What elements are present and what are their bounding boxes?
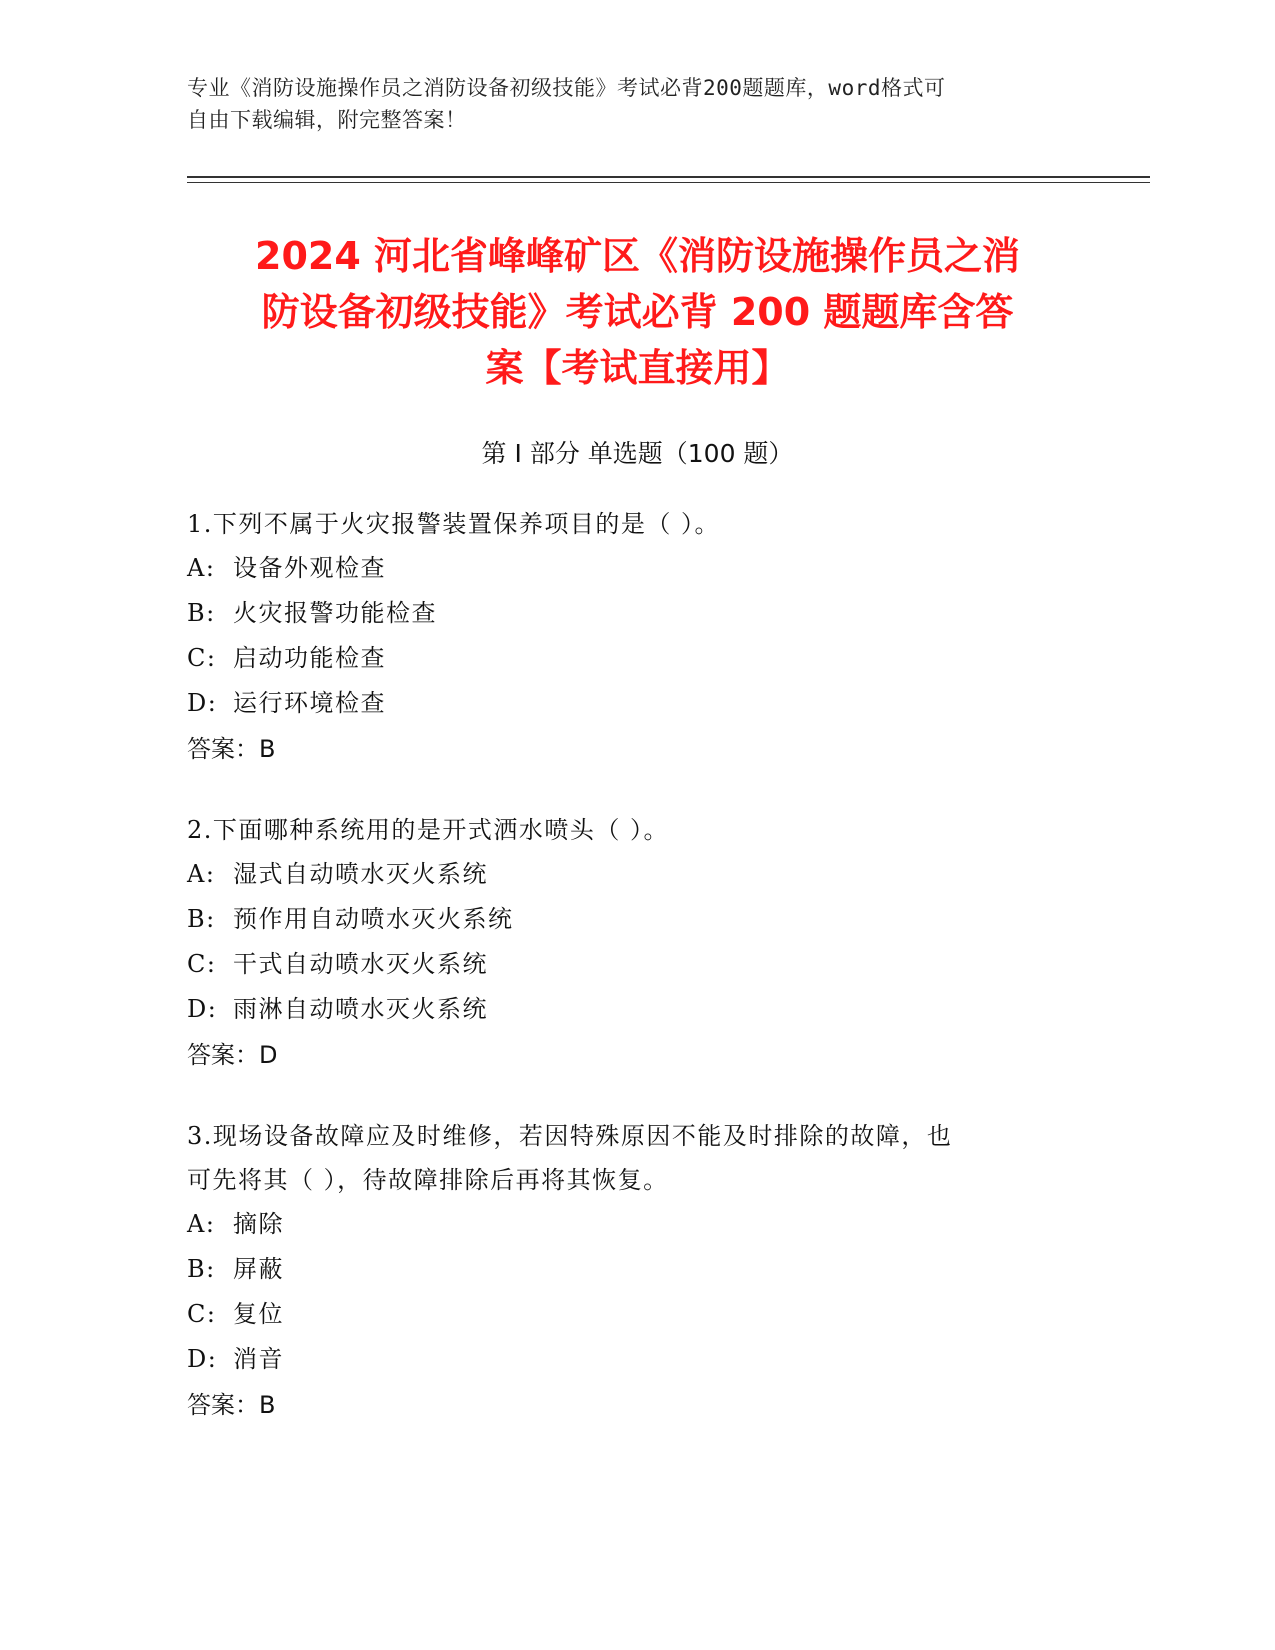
question-stem bbox=[187, 1114, 1087, 1202]
option-d bbox=[187, 681, 1087, 726]
document-title bbox=[160, 228, 1115, 396]
answer-line: 答案：D bbox=[187, 1041, 278, 1069]
option-letter: C: bbox=[187, 644, 217, 672]
option-c bbox=[187, 1292, 1087, 1337]
option-letter: B: bbox=[187, 1255, 216, 1283]
question-1 bbox=[187, 502, 1087, 772]
option-a bbox=[187, 546, 1087, 591]
question-stem bbox=[187, 502, 1087, 546]
option-letter: C: bbox=[187, 950, 217, 978]
option-a bbox=[187, 852, 1087, 897]
question-stem-line: 1.下列不属于火灾报警装置保养项目的是（ ）。 bbox=[187, 510, 721, 538]
option-letter: B: bbox=[187, 599, 216, 627]
option-a bbox=[187, 1202, 1087, 1247]
option-text: 消音 bbox=[233, 1345, 284, 1373]
option-text: 湿式自动喷水灭火系统 bbox=[233, 860, 488, 888]
option-b bbox=[187, 591, 1087, 636]
option-text: 屏蔽 bbox=[233, 1255, 284, 1283]
title-line: 案【考试直接用】 bbox=[485, 346, 790, 390]
option-text: 设备外观检查 bbox=[233, 554, 386, 582]
option-b bbox=[187, 897, 1087, 942]
title-line: 防设备初级技能》考试必背 200 题题库含答 bbox=[261, 290, 1014, 334]
option-text: 摘除 bbox=[233, 1210, 284, 1238]
question-stem-line: 3.现场设备故障应及时维修，若因特殊原因不能及时排除的故障，也 bbox=[187, 1122, 953, 1150]
option-d bbox=[187, 1337, 1087, 1382]
header-divider-thin bbox=[187, 182, 1150, 183]
option-c bbox=[187, 636, 1087, 681]
option-letter: D: bbox=[187, 995, 218, 1023]
section-heading: 第 I 部分 单选题（100 题） bbox=[481, 439, 794, 468]
answer-line: 答案：B bbox=[187, 735, 276, 763]
question-stem bbox=[187, 808, 1087, 852]
option-text: 复位 bbox=[233, 1300, 284, 1328]
option-letter: D: bbox=[187, 689, 218, 717]
title-line: 2024 河北省峰峰矿区《消防设施操作员之消 bbox=[255, 234, 1020, 278]
option-letter: C: bbox=[187, 1300, 217, 1328]
option-text: 启动功能检查 bbox=[233, 644, 386, 672]
question-stem-line: 可先将其（ ），待故障排除后再将其恢复。 bbox=[187, 1166, 669, 1194]
option-text: 火灾报警功能检查 bbox=[233, 599, 437, 627]
option-letter: A: bbox=[187, 554, 216, 582]
option-c bbox=[187, 942, 1087, 987]
option-text: 运行环境检查 bbox=[233, 689, 386, 717]
answer-line: 答案：B bbox=[187, 1391, 276, 1419]
header-note bbox=[187, 72, 1067, 136]
option-d bbox=[187, 987, 1087, 1032]
option-text: 干式自动喷水灭火系统 bbox=[233, 950, 488, 978]
header-note-line: 自由下载编辑，附完整答案！ bbox=[187, 108, 467, 132]
option-letter: D: bbox=[187, 1345, 218, 1373]
question-stem-line: 2.下面哪种系统用的是开式洒水喷头（ ）。 bbox=[187, 816, 670, 844]
option-text: 预作用自动喷水灭火系统 bbox=[233, 905, 514, 933]
header-note-line: 专业《消防设施操作员之消防设备初级技能》考试必背200题题库，word格式可 bbox=[187, 76, 946, 100]
header-divider-thick bbox=[187, 176, 1150, 178]
option-text: 雨淋自动喷水灭火系统 bbox=[233, 995, 488, 1023]
option-letter: A: bbox=[187, 860, 216, 888]
question-3 bbox=[187, 1114, 1087, 1428]
option-letter: B: bbox=[187, 905, 216, 933]
question-2 bbox=[187, 808, 1087, 1078]
option-b bbox=[187, 1247, 1087, 1292]
option-letter: A: bbox=[187, 1210, 216, 1238]
